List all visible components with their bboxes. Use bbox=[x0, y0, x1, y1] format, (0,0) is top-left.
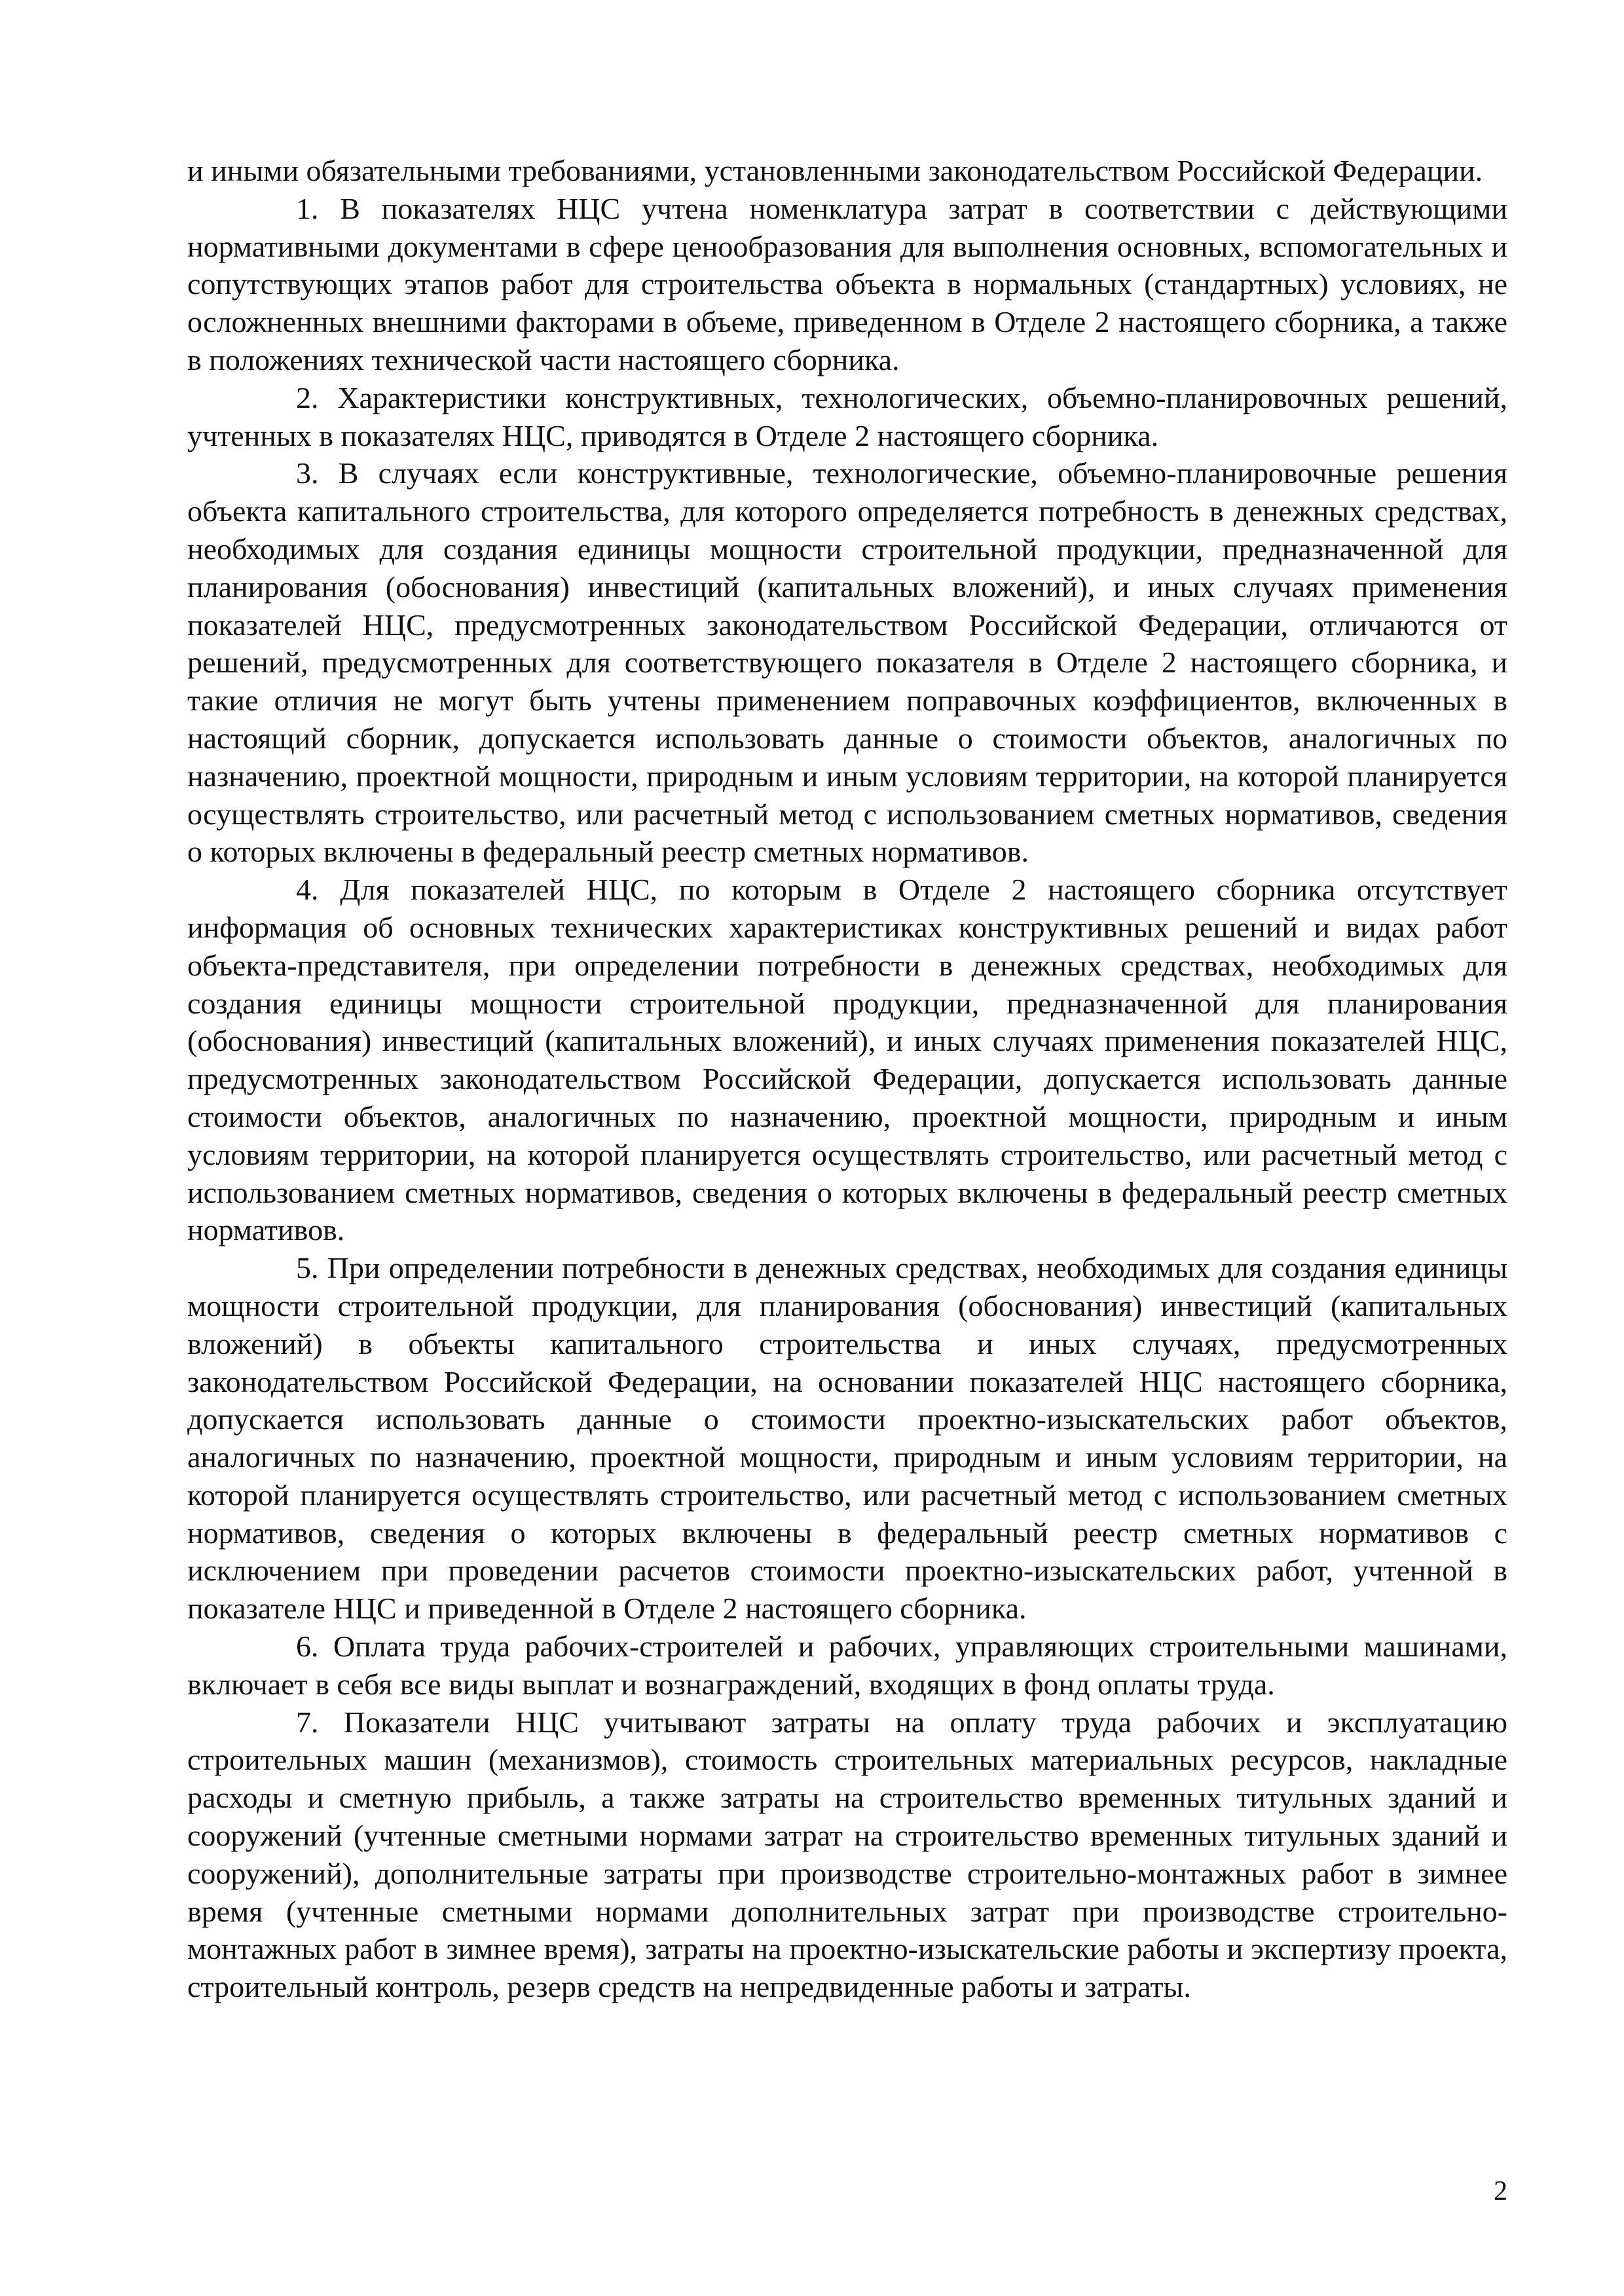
numbered-paragraph-2 bbox=[187, 379, 1507, 455]
paragraph-text: Характеристики конструктивных, технологических, объемно-планировочных решений, учтенных в показателях НЦС, приводятся в Отделе 2 настоящего сборника. bbox=[187, 380, 1508, 452]
paragraph-text: Показатели НЦС учитывают затраты на оплату труда рабочих и эксплуатацию строительных машин (механизмов), стоимость строительных материальных ресурсов, накладные расходы и сметную прибыль, а также затраты на строительство временных титульных зданий и сооружений (учтенные сметными нормами затрат на строительство временных титульных зданий и сооружений), дополнительные затраты при производстве строительно-монтажных работ в зимнее время (учтенные сметными нормами дополнительных затрат при производстве строительно-монтажных работ в зимнее время), затраты на проектно-изыскательские работы и экспертизу проекта, строительный контроль, резерв средств на непредвиденные работы и затраты. bbox=[187, 1705, 1507, 2004]
paragraph-number: 4. bbox=[296, 873, 319, 907]
paragraph-text: Оплата труда рабочих-строителей и рабочих, управляющих строительными машинами, включает в себя все виды выплат и вознаграждений, входящих в фонд оплаты труда. bbox=[187, 1630, 1507, 1701]
paragraph-text: При определении потребности в денежных средствах, необходимых для создания единицы мощности строительной продукции, для планирования (обоснования) инвестиций (капитальных вложений) в объекты капитального строительства и иных случаях, предусмотренных законодательством Российской Федерации, на основании показателей НЦС настоящего сборника, допускается использовать данные о стоимости проектно-изыскательских работ объектов, аналогичных по назначению, проектной мощности, природным и иным условиям территории, на которой планируется осуществлять строительство, или расчетный метод с использованием сметных нормативов, сведения о которых включены в федеральный реестр сметных нормативов с исключением при проведении расчетов стоимости проектно-изыскательских работ, учтенной в показателе НЦС и приведенной в Отделе 2 настоящего сборника. bbox=[187, 1251, 1507, 1626]
document-body bbox=[187, 152, 1507, 2006]
paragraph-number: 1. bbox=[296, 191, 319, 225]
paragraph-number: 7. bbox=[296, 1705, 319, 1739]
numbered-paragraph-4 bbox=[187, 871, 1507, 1249]
paragraph-number: 2. bbox=[296, 380, 319, 414]
paragraph-text: Для показателей НЦС, по которым в Отделе 2 настоящего сборника отсутствует информация об основных технических характеристиках конструктивных решений и видах работ объекта-представителя, при определении потребности в денежных средствах, необходимых для создания единицы мощности строительной продукции, предназначенной для планирования (обоснования) инвестиций (капитальных вложений), и иных случаях применения показателей НЦС, предусмотренных законодательством Российской Федерации, допускается использовать данные стоимости объектов, аналогичных по назначению, проектной мощности, природным и иным условиям территории, на которой планируется осуществлять строительство, или расчетный метод с использованием сметных нормативов, сведения о которых включены в федеральный реестр сметных нормативов. bbox=[187, 873, 1507, 1247]
numbered-paragraph-3 bbox=[187, 454, 1507, 871]
paragraph-number: 5. bbox=[296, 1251, 319, 1285]
paragraph-number: 6. bbox=[296, 1630, 319, 1664]
paragraph-number: 3. bbox=[296, 456, 319, 490]
numbered-paragraph-1 bbox=[187, 190, 1507, 379]
numbered-paragraph-5 bbox=[187, 1249, 1507, 1628]
continuation-paragraph: и иными обязательными требованиями, установленными законодательством Российской Федерации. bbox=[187, 154, 1483, 187]
paragraph-text: В показателях НЦС учтена номенклатура затрат в соответствии с действующими нормативными документами в сфере ценообразования для выполнения основных, вспомогательных и сопутствующих этапов работ для строительства объекта в нормальных (стандартных) условиях, не осложненных внешними факторами в объеме, приведенном в Отделе 2 настоящего сборника, а также в положениях технической части настоящего сборника. bbox=[187, 191, 1508, 376]
numbered-paragraph-6 bbox=[187, 1628, 1507, 1704]
paragraph-text: В случаях если конструктивные, технологические, объемно-планировочные решения объекта капитального строительства, для которого определяется потребность в денежных средствах, необходимых для создания единицы мощности строительной продукции, предназначенной для планирования (обоснования) инвестиций (капитальных вложений), и иных случаях применения показателей НЦС, предусмотренных законодательством Российской Федерации, отличаются от решений, предусмотренных для соответствующего показателя в Отделе 2 настоящего сборника, и такие отличия не могут быть учтены применением поправочных коэффициентов, включенных в настоящий сборник, допускается использовать данные о стоимости объектов, аналогичных по назначению, проектной мощности, природным и иным условиям территории, на которой планируется осуществлять строительство, или расчетный метод с использованием сметных нормативов, сведения о которых включены в федеральный реестр сметных нормативов. bbox=[187, 456, 1507, 869]
page-number: 2 bbox=[1494, 2176, 1507, 2206]
numbered-paragraph-7 bbox=[187, 1704, 1507, 2006]
